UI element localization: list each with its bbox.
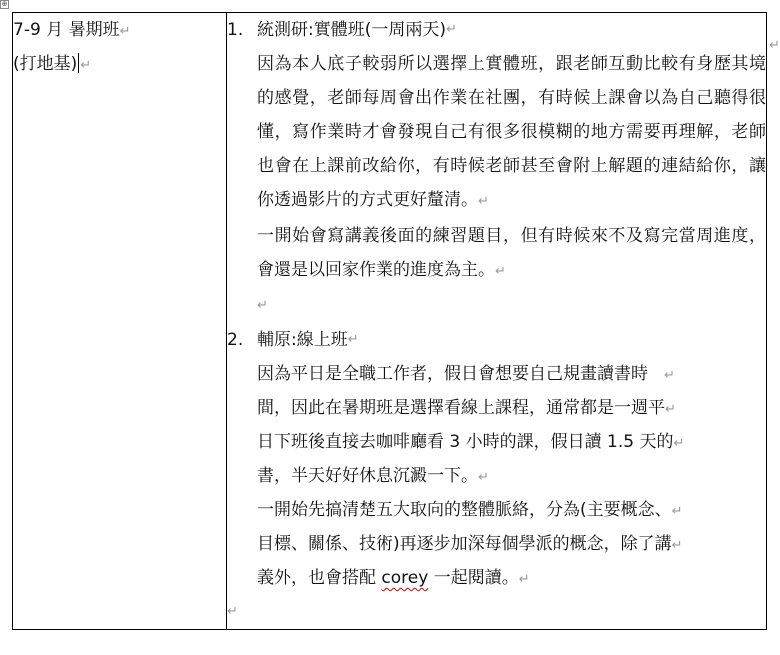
paragraph-mark: ↵ <box>478 194 489 209</box>
list-item-2-heading <box>227 323 766 357</box>
list-number: 1. <box>227 20 244 40</box>
end-of-row-mark: ↵ <box>769 38 780 53</box>
paragraph-mark: ↵ <box>257 298 268 313</box>
document-table <box>12 12 767 630</box>
list-number: 2. <box>227 330 244 350</box>
line-break-mark: ↵ <box>665 402 676 417</box>
item-2-paragraph-2: 一開始先搞清楚五大取向的整體脈絡，分為(主要概念、↵ 目標、關係、技術)再逐步加深每個學派的概念，除了講↵ 義外，也會搭配 corey 一起閱讀。↵ <box>257 500 683 588</box>
line-break-mark: ↵ <box>673 436 685 451</box>
item-1-paragraph-2: 一開始會寫講義後面的練習題目，但有時候來不及寫完當周進度，會還是以回家作業的進度為主。↵ <box>257 226 766 280</box>
item-2-paragraph-1: 因為平日是全職工作者，假日會想要自己規畫讀書時 ↵ 間，因此在暑期班是選擇看線上課程，通常都是一週平↵ 日下班後直接去咖啡廳看 3 小時的課，假日讀 1.5 天的↵ 書，半天好好休息沉澱一下。↵ <box>257 364 685 486</box>
paragraph-mark: ↵ <box>478 470 489 485</box>
paragraph-mark: ↵ <box>227 604 238 619</box>
list-item-1-heading <box>227 13 766 47</box>
summer-class-label: 7-9 月 暑期班 <box>13 20 120 40</box>
left-line-1 <box>13 13 226 47</box>
paragraph-mark: ↵ <box>446 22 457 37</box>
empty-paragraph <box>227 595 766 629</box>
item-heading: 統測研:實體班(一周兩天) <box>257 20 446 40</box>
table-move-handle[interactable]: ⊕ <box>1 0 8 8</box>
line-break-mark: ↵ <box>664 368 675 383</box>
paragraph-mark: ↵ <box>119 24 131 39</box>
item-1-paragraph-1: 因為本人底子較弱所以選擇上實體班，跟老師互動比較有身歷其境的感覺，老師每周會出作業在社團，有時候上課會以為自己聽得很懂，寫作業時才會發現自己有很多很模糊的地方需要再理解，老師也會在上課前改給你，有時候老師甚至會附上解題的連結給你，讓你透過影片的方式更好釐清。↵ <box>257 54 766 210</box>
paragraph-mark: ↵ <box>347 332 359 347</box>
paragraph-mark: ↵ <box>80 58 92 73</box>
line-break-mark: ↵ <box>671 504 683 519</box>
left-line-2 <box>13 47 226 81</box>
left-cell[interactable] <box>13 13 227 630</box>
paragraph-mark: ↵ <box>518 572 530 587</box>
spellcheck-flagged-word[interactable]: corey <box>381 568 429 588</box>
paragraph-mark: ↵ <box>495 264 506 279</box>
empty-paragraph <box>227 289 766 323</box>
table-row <box>13 13 767 630</box>
right-cell[interactable] <box>227 13 767 630</box>
foundation-label: (打地基) <box>13 54 78 74</box>
item-heading: 輔原:線上班 <box>257 330 348 350</box>
line-break-mark: ↵ <box>671 538 683 553</box>
